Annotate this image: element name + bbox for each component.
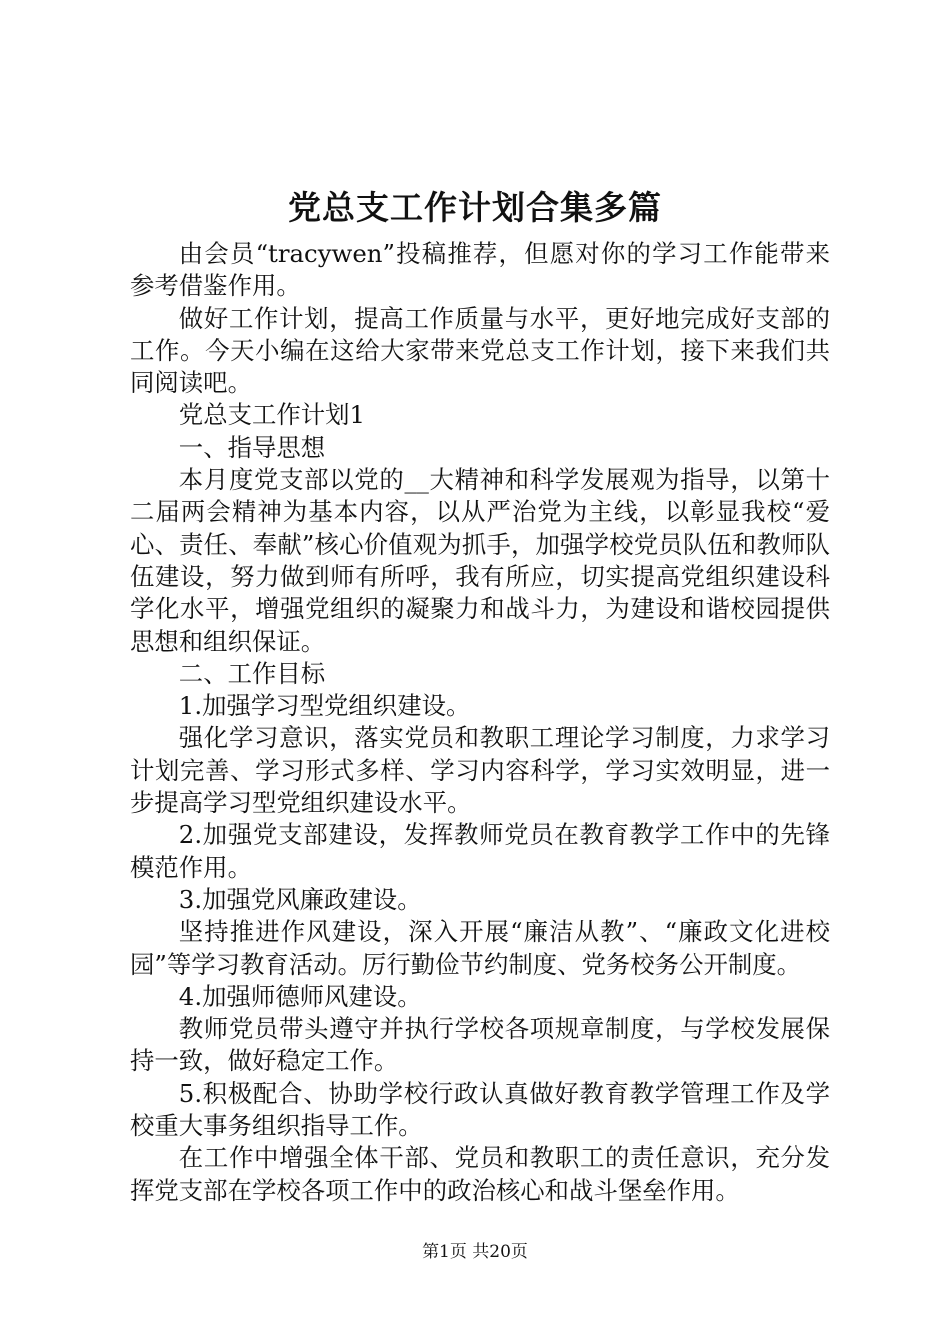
goal-item-5: 5.积极配合、协助学校行政认真做好教育教学管理工作及学校重大事务组织指导工作。 <box>130 1078 830 1141</box>
section-heading-plan-1: 党总支工作计划1 <box>178 400 366 430</box>
page-footer: 第1页 共20页 <box>422 1242 528 1262</box>
section-heading-guiding-ideology: 一、指导思想 <box>178 432 326 462</box>
paragraph-lead: 做好工作计划，提高工作质量与水平，更好地完成好支部的工作。今天小编在这给大家带来党总支工作计划，接下来我们共同阅读吧。 <box>130 303 830 398</box>
paragraph-goal-1: 强化学习意识，落实党员和教职工理论学习制度，力求学习计划完善、学习形式多样、学习内容科学，学习实效明显，进一步提高学习型党组织建设水平。 <box>130 723 830 818</box>
paragraph-goal-5: 在工作中增强全体干部、党员和教职工的责任意识，充分发挥党支部在学校各项工作中的政治核心和战斗堡垒作用。 <box>130 1143 830 1205</box>
paragraph-goal-4: 教师党员带头遵守并执行学校各项规章制度，与学校发展保持一致，做好稳定工作。 <box>130 1014 830 1076</box>
goal-item-3: 3.加强党风廉政建设。 <box>178 884 422 914</box>
paragraph-guiding-ideology: 本月度党支部以党的__大精神和科学发展观为指导，以第十二届两会精神为基本内容，以从严治党为主线，以彰显我校“爱心、责任、奉献”核心价值观为抓手，加强学校党员队伍和教师队伍建设，努力做到师有所呼，我有所应，切实提高党组织建设科学化水平，增强党组织的凝聚力和战斗力，为建设和谐校园提供思想和组织保证。 <box>130 465 830 656</box>
section-heading-work-goals: 二、工作目标 <box>178 658 326 688</box>
document-body <box>130 238 830 1207</box>
goal-item-4: 4.加强师德师风建设。 <box>178 981 422 1011</box>
paragraph-goal-3: 坚持推进作风建设，深入开展“廉洁从教”、“廉政文化进校园”等学习教育活动。厉行勤俭节约制度、党务校务公开制度。 <box>130 917 830 979</box>
goal-item-1: 1.加强学习型党组织建设。 <box>178 691 471 721</box>
page-title: 党总支工作计划合集多篇 <box>288 188 662 227</box>
goal-item-2: 2.加强党支部建设，发挥教师党员在教育教学工作中的先锋模范作用。 <box>130 820 830 882</box>
paragraph-intro: 由会员“tracywen”投稿推荐，但愿对你的学习工作能带来参考借鉴作用。 <box>130 239 830 301</box>
